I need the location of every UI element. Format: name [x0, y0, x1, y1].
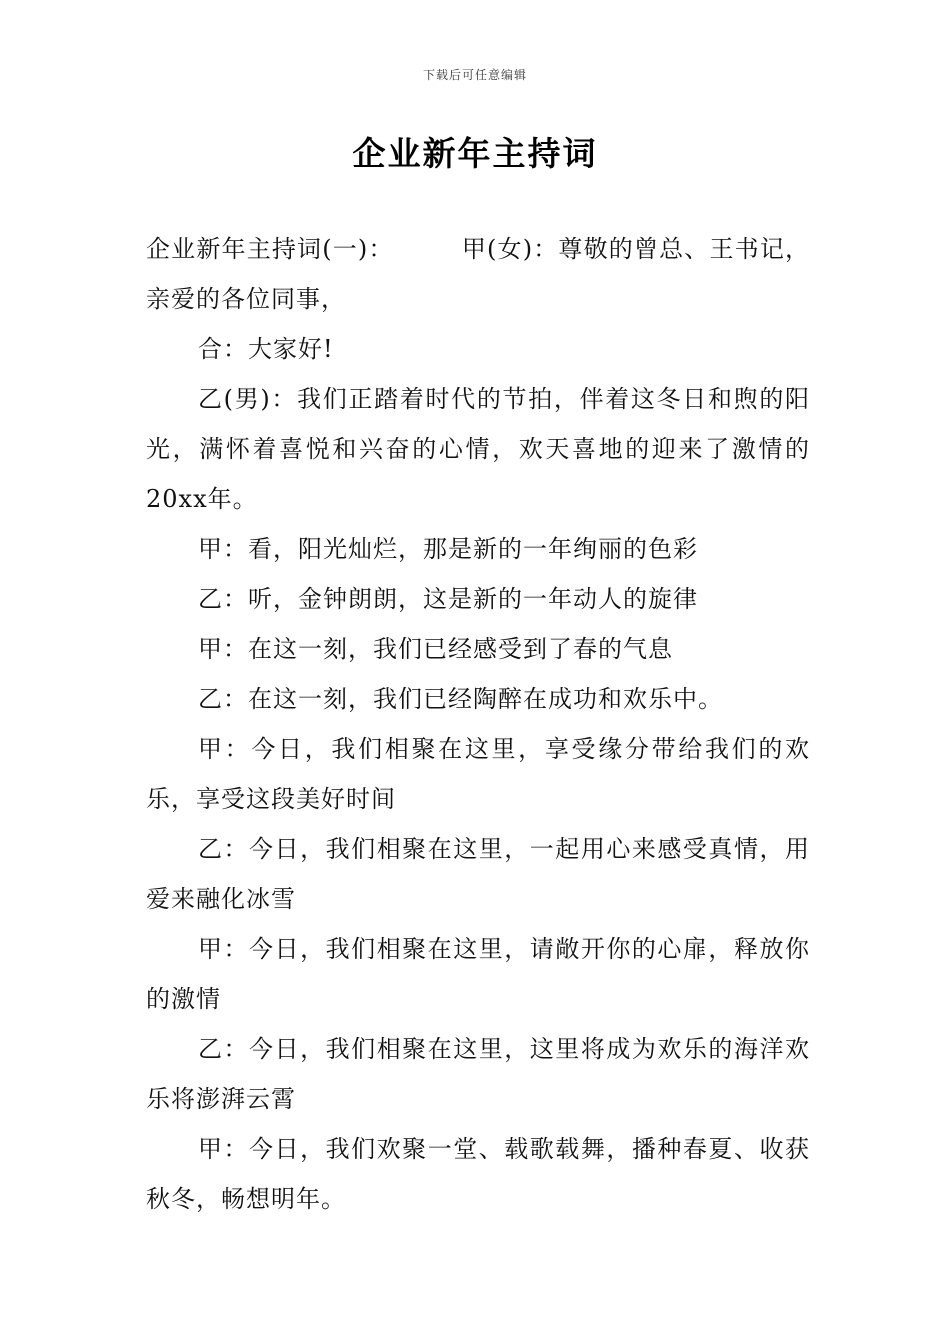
- dialogue-paragraph-8: 乙：今日，我们相聚在这里，一起用心来感受真情，用爱来融化冰雪: [146, 835, 810, 913]
- dialogue-paragraph-10: 乙：今日，我们相聚在这里，这里将成为欢乐的海洋欢乐将澎湃云霄: [146, 1035, 810, 1113]
- dialogue-paragraph-11: 甲：今日，我们欢聚一堂、载歌载舞，播种春夏、收获秋冬，畅想明年。: [146, 1135, 810, 1213]
- dialogue-paragraph-4: 乙：听，金钟朗朗，这是新的一年动人的旋律: [198, 585, 698, 613]
- dialogue-paragraph-1: 合：大家好!: [198, 335, 334, 363]
- dialogue-paragraph-9: 甲：今日，我们相聚在这里，请敞开你的心扉，释放你的激情: [146, 935, 810, 1013]
- dialogue-paragraph-3: 甲：看，阳光灿烂，那是新的一年绚丽的色彩: [198, 535, 698, 563]
- intro-paragraph: [146, 224, 810, 324]
- intro-lead: 企业新年主持词(一)：: [146, 235, 394, 263]
- dialogue-paragraph-5: 甲：在这一刻，我们已经感受到了春的气息: [198, 635, 673, 663]
- document-title: 企业新年主持词: [352, 134, 598, 173]
- dialogue-paragraph-6: 乙：在这一刻，我们已经陶醉在成功和欢乐中。: [198, 685, 723, 713]
- intro-rest: 甲(女)：尊敬的曾总、王书记，亲爱的各位同事，: [146, 235, 810, 313]
- dialogue-paragraph-7: 甲：今日，我们相聚在这里，享受缘分带给我们的欢乐，享受这段美好时间: [146, 735, 810, 813]
- document-body: [146, 224, 810, 1224]
- dialogue-paragraph-2: 乙(男)：我们正踏着时代的节拍，伴着这冬日和煦的阳光，满怀着喜悦和兴奋的心情，欢天喜地的迎来了激情的20xx年。: [146, 385, 810, 513]
- header-note: 下载后可任意编辑: [422, 68, 527, 82]
